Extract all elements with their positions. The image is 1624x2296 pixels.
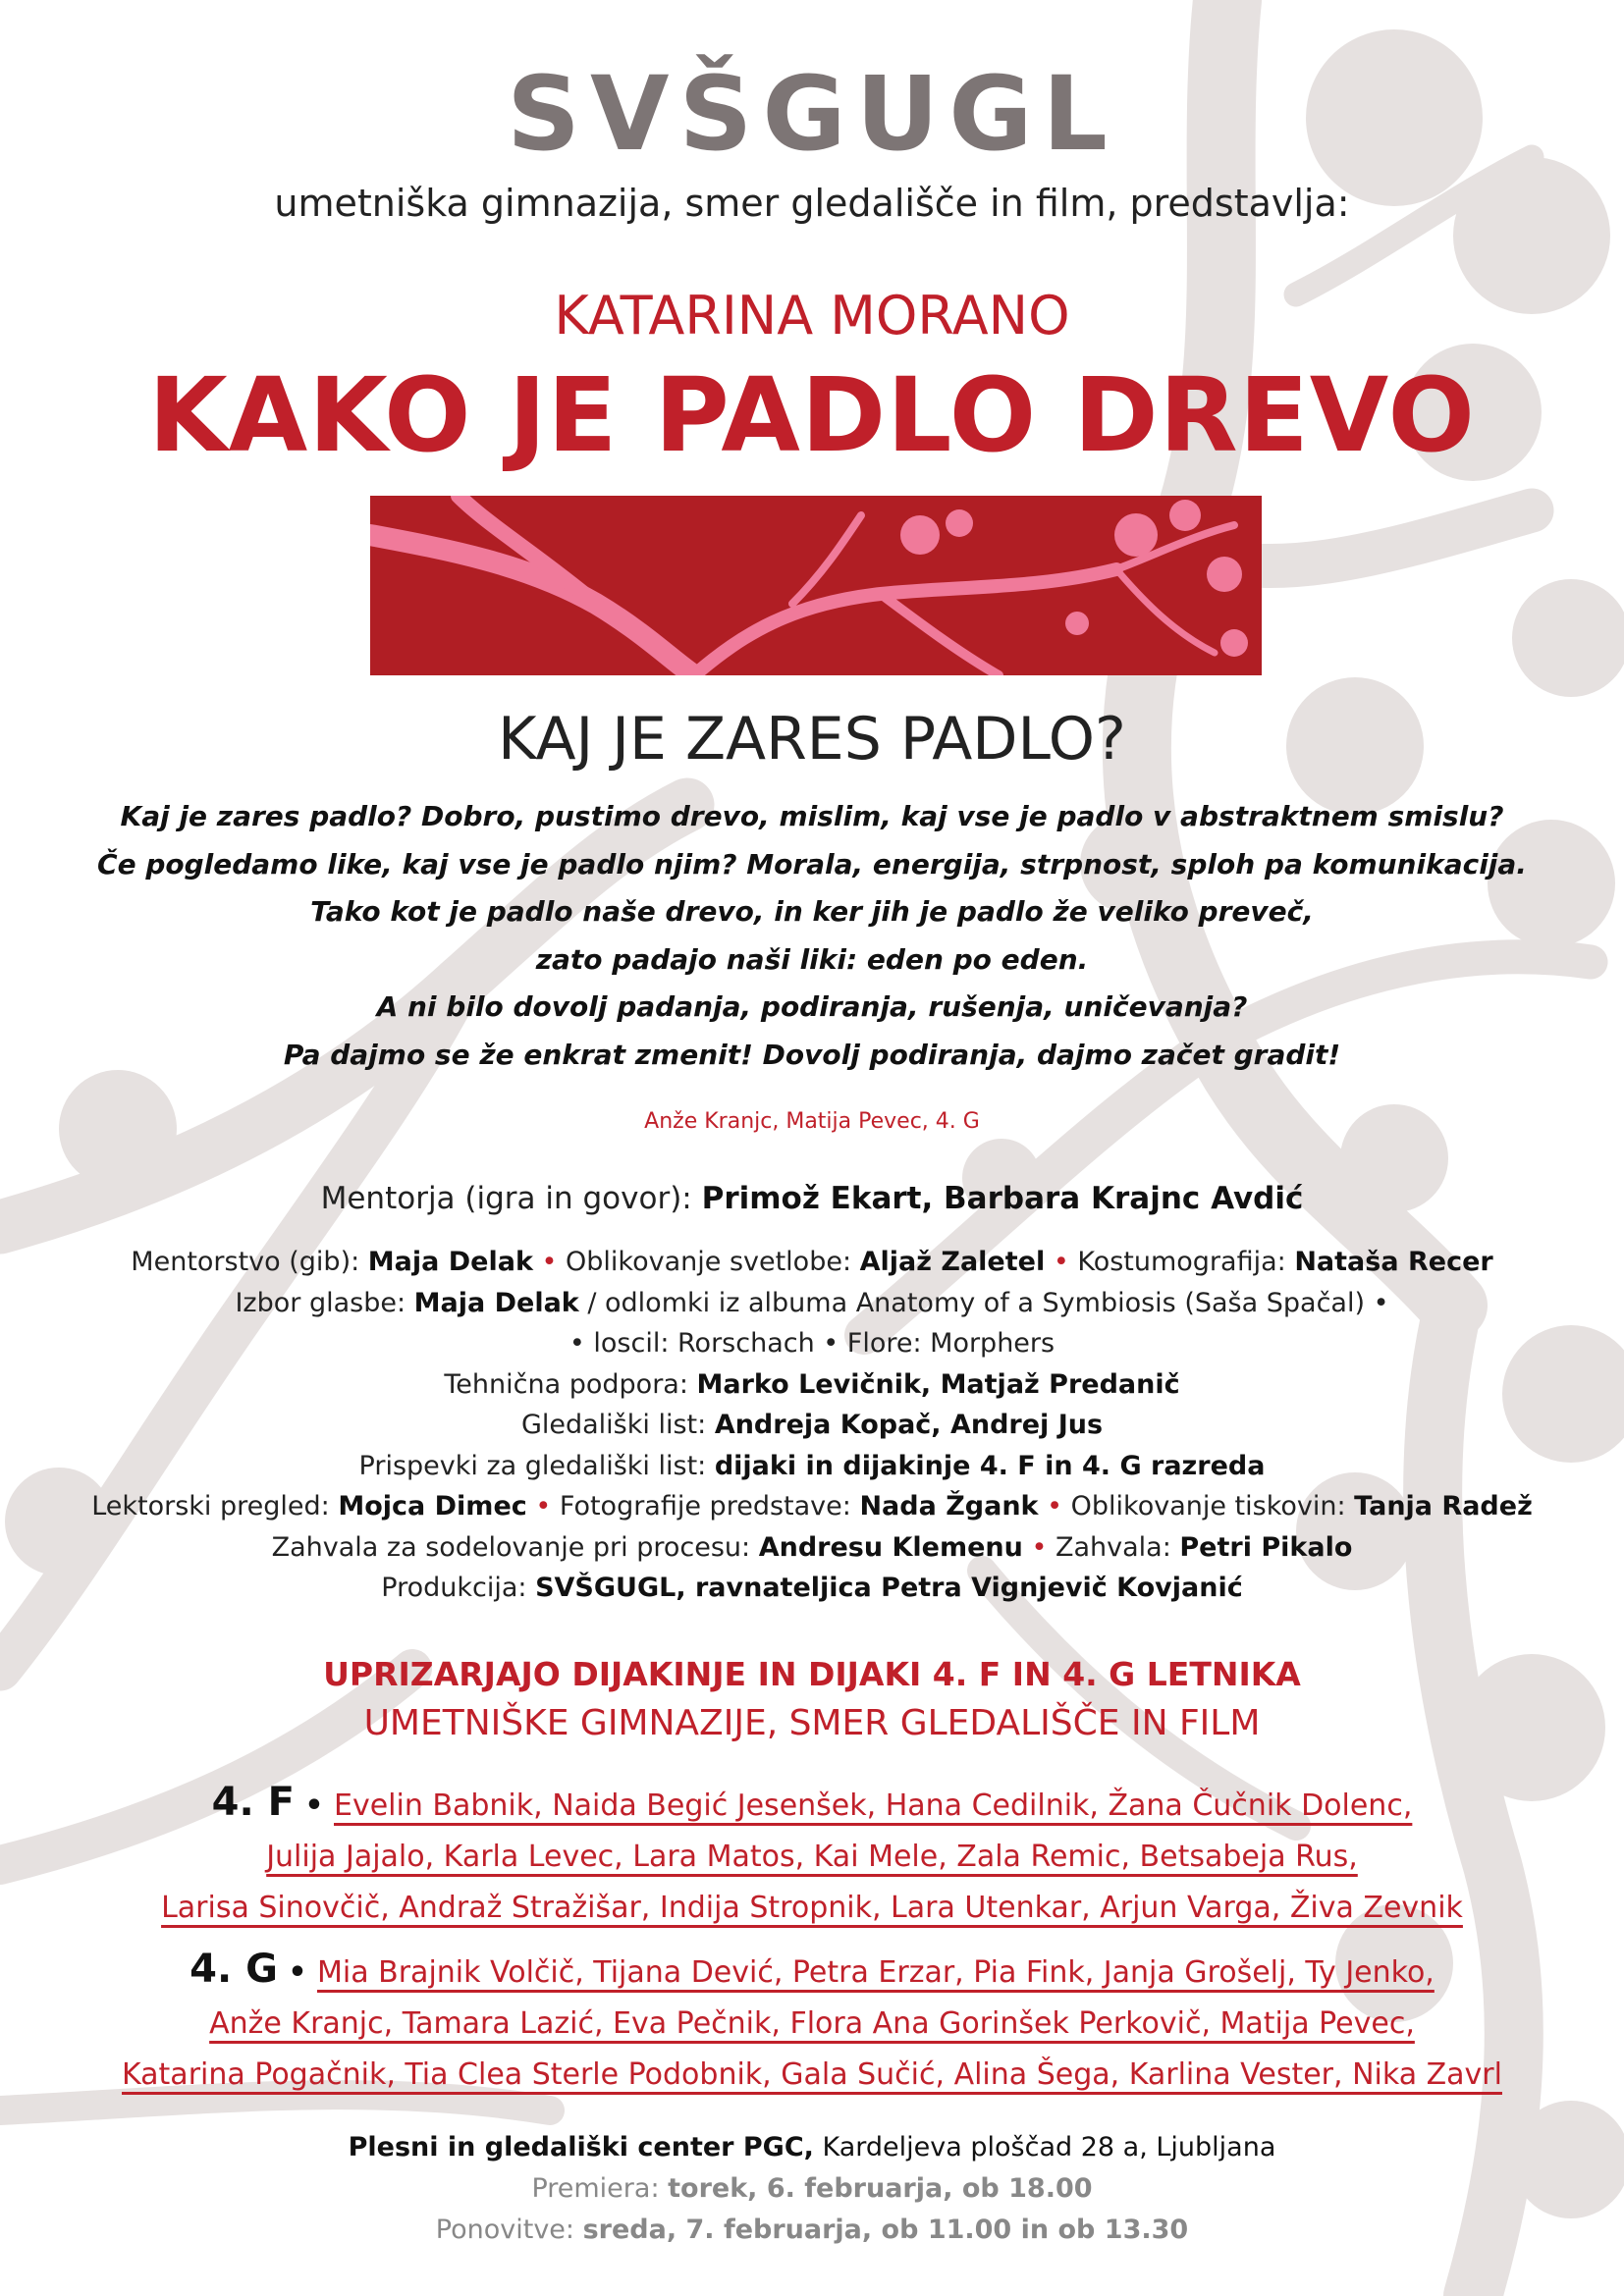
cast-line — [0, 1999, 1624, 2050]
credit-label: Lektorski pregled: — [91, 1491, 339, 1522]
reruns-label: Ponovitve: — [435, 2215, 583, 2245]
credit-label: Zahvala: — [1047, 1531, 1180, 1563]
credit-label: Produkcija: — [381, 1573, 536, 1603]
credit-label: Zahvala za sodelovanje pri procesu: — [271, 1531, 759, 1563]
credits-line — [0, 1568, 1624, 1609]
credit-value: dijaki in dijakinje 4. F in 4. G razreda — [714, 1450, 1266, 1481]
credit-label: Fotografije predstave: — [551, 1491, 860, 1522]
play-author: KATARINA MORANO — [554, 285, 1070, 347]
play-title: KAKO JE PADLO DREVO — [148, 355, 1476, 475]
cast-list-4f — [0, 1777, 1624, 1934]
poem-line: A ni bilo dovolj padanja, podiranja, rušenja, uničevanja? — [376, 990, 1248, 1023]
credit-label: Gledališki list: — [520, 1410, 715, 1440]
class-label: 4. G — [189, 1947, 278, 1992]
credit-label: Oblikovanje svetlobe: — [557, 1247, 860, 1277]
mentors-names: Primož Ekart, Barbara Krajnc Avdić — [701, 1181, 1304, 1216]
credits-line — [0, 1527, 1624, 1569]
credit-value: Marko Levičnik, Matjaž Predanič — [696, 1368, 1180, 1400]
cast-line — [0, 2050, 1624, 2101]
credits-line — [0, 1486, 1624, 1527]
credits-line — [0, 1405, 1624, 1446]
poem-line: Če pogledamo like, kaj vse je padlo njim? Morala, energija, strpnost, sploh pa komunikacija. — [97, 847, 1527, 881]
credit-value: Aljaž Zaletel — [859, 1247, 1046, 1277]
separator-dot: • — [1047, 1491, 1063, 1522]
poem-line: Kaj je zares padlo? Dobro, pustimo drevo, mislim, kaj vse je padlo v abstraktnem smislu? — [120, 800, 1504, 832]
premiere-line — [0, 2173, 1624, 2204]
credit-value: Nataša Recer — [1294, 1247, 1493, 1277]
cast-line — [0, 1883, 1624, 1934]
credits-line — [0, 1323, 1624, 1364]
poem-credit: Anže Kranjc, Matija Pevec, 4. G — [644, 1109, 980, 1134]
poem-line: Tako kot je padlo naše drevo, in ker jih je padlo že veliko preveč, — [310, 895, 1314, 928]
credits-line — [0, 1364, 1624, 1406]
mentors-label: Mentorja (igra in govor): — [320, 1181, 702, 1216]
credit-label: Izbor glasbe: — [235, 1287, 414, 1318]
credit-label: Oblikovanje tiskovin: — [1062, 1491, 1355, 1522]
credit-value: Nada Žgank — [859, 1491, 1039, 1522]
reruns-line — [0, 2215, 1624, 2245]
poem-text — [0, 793, 1624, 1079]
performers-heading: UPRIZARJAJO DIJAKINJE IN DIJAKI 4. F IN 4. G LETNIKA — [323, 1655, 1301, 1693]
venue-name: Plesni in gledališki center PGC, — [348, 2132, 814, 2163]
credit-value: Andresu Klemenu — [758, 1531, 1023, 1563]
credit-label: Prispevki za gledališki list: — [358, 1450, 715, 1481]
credit-label: Kostumografija: — [1068, 1247, 1295, 1277]
school-logo: SVŠGUGL — [507, 54, 1117, 174]
credits-line — [0, 1283, 1624, 1324]
cast-names: Mia Brajnik Volčič, Tijana Dević, Petra Erzar, Pia Fink, Janja Grošelj, Ty Jenko, — [317, 1955, 1435, 1990]
credit-label: Mentorstvo (gib): — [131, 1247, 368, 1277]
premiere-label: Premiera: — [531, 2173, 669, 2204]
reruns-date: sreda, 7. februarja, ob 11.00 in ob 13.30 — [582, 2215, 1189, 2245]
credit-value: Petri Pikalo — [1179, 1531, 1353, 1563]
credit-label: Tehnična podpora: — [444, 1368, 697, 1400]
credit-value: Maja Delak — [367, 1247, 533, 1277]
cast-names: Evelin Babnik, Naida Begić Jesenšek, Hana Cedilnik, Žana Čučnik Dolenc, — [334, 1789, 1413, 1823]
separator-dot: • — [1053, 1247, 1069, 1277]
cast-names: Katarina Pogačnik, Tia Clea Sterle Podobnik, Gala Sučić, Alina Šega, Karlina Vester, Nika Zavrl — [122, 2057, 1502, 2092]
credit-value: Tanja Radež — [1354, 1491, 1533, 1522]
separator-dot: • — [277, 1955, 317, 1990]
cast-line — [0, 1832, 1624, 1883]
credit-value: Andreja Kopač, Andrej Jus — [714, 1410, 1104, 1440]
cast-names: Julija Jajalo, Karla Levec, Lara Matos, Kai Mele, Zala Remic, Betsabeja Rus, — [266, 1840, 1358, 1874]
poem-line: zato padajo naši liki: eden po eden. — [535, 942, 1089, 976]
cast-line — [0, 1777, 1624, 1832]
separator-dot: • — [294, 1789, 334, 1823]
credit-value: Mojca Dimec — [338, 1491, 527, 1522]
credit-text: / odlomki iz albuma Anatomy of a Symbiosis (Saša Spačal) • — [578, 1287, 1389, 1318]
performers-subheading: UMETNIŠKE GIMNAZIJE, SMER GLEDALIŠČE IN FILM — [363, 1703, 1261, 1743]
separator-dot: • — [541, 1247, 558, 1277]
credits-line — [0, 1242, 1624, 1283]
venue-address: Kardeljeva ploščad 28 a, Ljubljana — [813, 2132, 1276, 2163]
cast-line — [0, 1944, 1624, 1999]
mentors-line — [0, 1181, 1624, 1216]
separator-dot: • — [1031, 1531, 1048, 1563]
credit-value: Maja Delak — [413, 1287, 579, 1318]
credit-value: SVŠGUGL, ravnateljica Petra Vignjevič Kovjanić — [535, 1573, 1243, 1603]
cast-names: Larisa Sinovčič, Andraž Stražišar, Indija Stropnik, Lara Utenkar, Arjun Varga, Živa Zevnik — [161, 1891, 1463, 1925]
separator-dot: • — [535, 1491, 552, 1522]
section-heading: KAJ JE ZARES PADLO? — [498, 705, 1126, 774]
cast-list-4g — [0, 1944, 1624, 2101]
cast-names: Anže Kranjc, Tamara Lazić, Eva Pečnik, Flora Ana Gorinšek Perkovič, Matija Pevec, — [209, 2006, 1415, 2041]
class-label: 4. F — [211, 1780, 295, 1825]
credits-line — [0, 1446, 1624, 1487]
banner-tree-image — [370, 496, 1262, 675]
credit-text: • loscil: Rorschach • Flore: Morphers — [568, 1328, 1056, 1359]
premiere-date: torek, 6. februarja, ob 18.00 — [668, 2173, 1093, 2204]
presenter-subtitle: umetniška gimnazija, smer gledališče in film, predstavlja: — [274, 182, 1350, 225]
credits-block — [0, 1242, 1624, 1609]
poem-line: Pa dajmo se že enkrat zmenit! Dovolj podiranja, dajmo začet gradit! — [283, 1038, 1341, 1071]
venue-line — [0, 2132, 1624, 2163]
